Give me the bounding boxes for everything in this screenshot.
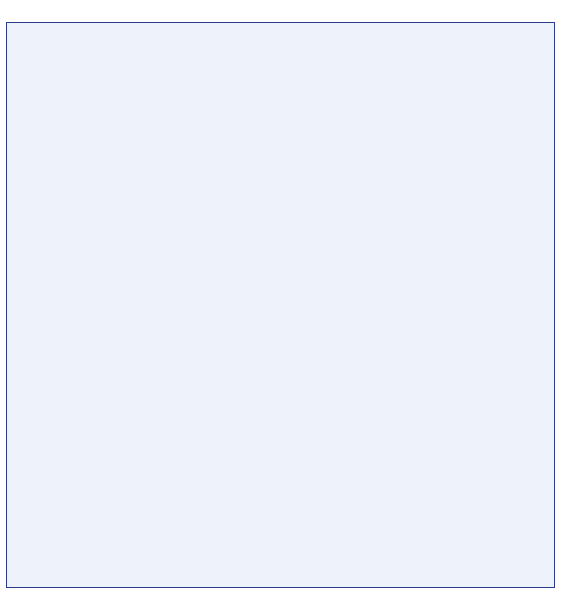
- page-title: [0, 0, 565, 22]
- usage-chart-table: [6, 22, 555, 588]
